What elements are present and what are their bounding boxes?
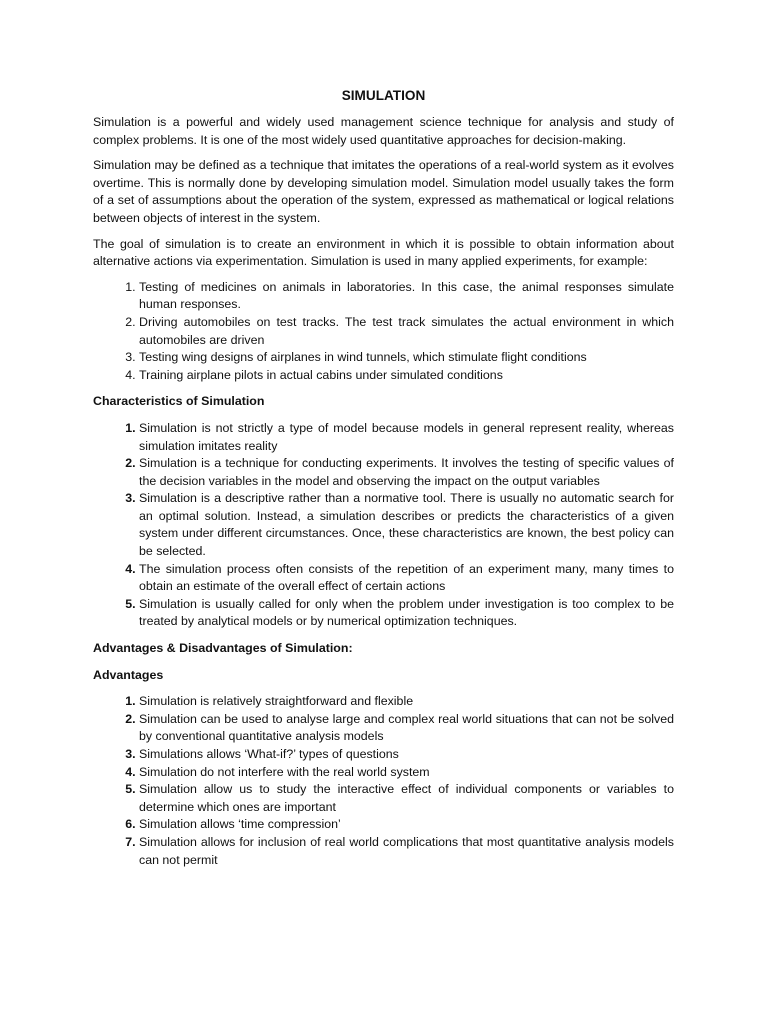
list-item: 2. Driving automobiles on test tracks. The test track simulates the actual environment in which automobiles are driven	[139, 314, 674, 349]
document-title: SIMULATION	[341, 88, 426, 103]
list-item: 1. Simulation is not strictly a type of model because models in general represent reality, whereas simulation imitates reality	[139, 420, 674, 455]
list-item: 3. Testing wing designs of airplanes in wind tunnels, which stimulate flight conditions	[139, 349, 674, 367]
list-item: 1. Simulation is relatively straightforward and flexible	[139, 693, 674, 711]
list-item: 2. Simulation can be used to analyse large and complex real world situations that can not be solved by conventional quantitative analysis models	[139, 711, 674, 746]
goal-paragraph: The goal of simulation is to create an environment in which it is possible to obtain information about alternative actions via experimentation. Simulation is used in many applied experiments, for example:	[93, 236, 674, 269]
list-item: 7. Simulation allows for inclusion of real world complications that most quantitative analysis models can not permit	[139, 834, 674, 869]
list-item: 5. Simulation is usually called for only when the problem under investigation is too complex to be treated by analytical models or by numerical optimization techniques.	[139, 596, 674, 631]
document-body	[93, 87, 674, 878]
list-item: 3. Simulations allows ‘What-if?’ types of questions	[139, 746, 674, 764]
characteristics-heading: Characteristics of Simulation	[93, 394, 265, 409]
list-item: 2. Simulation is a technique for conducting experiments. It involves the testing of specific values of the decision variables in the model and observing the impact on the output variables	[139, 455, 674, 490]
list-item: 4. Training airplane pilots in actual cabins under simulated conditions	[139, 367, 674, 385]
list-item: 4. The simulation process often consists of the repetition of an experiment many, many times to obtain an estimate of the overall effect of certain actions	[139, 561, 674, 596]
characteristics-list	[93, 420, 674, 631]
advantages-list	[93, 693, 674, 869]
list-item: 5. Simulation allow us to study the interactive effect of individual components or variables to determine which ones are important	[139, 781, 674, 816]
list-item: 1. Testing of medicines on animals in laboratories. In this case, the animal responses simulate human responses.	[139, 279, 674, 314]
list-item: 6. Simulation allows ‘time compression’	[139, 816, 674, 834]
adv-disadv-heading: Advantages & Disadvantages of Simulation:	[93, 641, 353, 656]
list-item: 4. Simulation do not interfere with the real world system	[139, 764, 674, 782]
list-item: 3. Simulation is a descriptive rather than a normative tool. There is usually no automatic search for an optimal solution. Instead, a simulation describes or predicts the characteristics of a given system under different circumstances. Once, these characteristics are known, the best policy can be selected.	[139, 490, 674, 560]
examples-list	[93, 279, 674, 385]
advantages-heading: Advantages	[93, 667, 164, 682]
definition-paragraph: Simulation may be defined as a technique that imitates the operations of a real-world system as it evolves overtime. This is normally done by developing simulation model. Simulation model usually takes the form of a set of assumptions about the operation of the system, expressed as mathematical or logical relations between objects of interest in the system.	[93, 158, 674, 225]
intro-paragraph: Simulation is a powerful and widely used management science technique for analysis and study of complex problems. It is one of the most widely used quantitative approaches for decision-making.	[93, 115, 674, 147]
